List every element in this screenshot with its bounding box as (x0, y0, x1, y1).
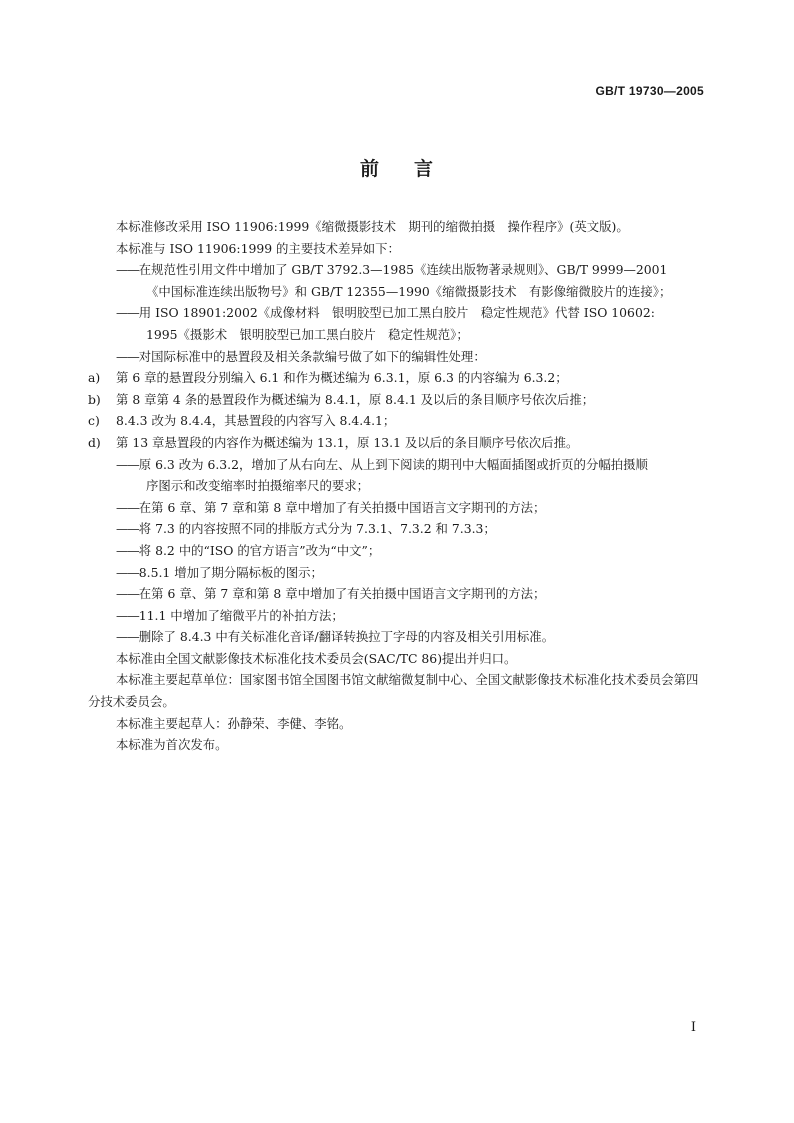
dash-item-text: 在第 6 章、第 7 章和第 8 章中增加了有关拍摄中国语言文字期刊的方法； (138, 499, 546, 515)
dash-item-73 (88, 518, 706, 540)
dash-mark: —— (116, 586, 139, 602)
dash-item-continuation: 1995《摄影术 银明胶型已加工黑白胶片 稳定性规范》； (146, 326, 469, 342)
page-title (0, 154, 794, 181)
paragraph-proposer: 本标准由全国文献影像技术标准化技术委员会(SAC/TC 86)提出并归口。 (116, 650, 517, 666)
list-text: 第 6 章的悬置段分别编入 6.1 和作为概述编为 6.3.1，原 6.3 的内容编为 6.3.2； (116, 370, 568, 386)
list-text: 第 8 章第 4 条的悬置段作为概述编为 8.4.1，原 8.4.1 及以后的条目顺序号依次后推； (116, 391, 595, 407)
list-item-d (88, 432, 706, 454)
dash-mark: —— (116, 305, 139, 321)
dash-item-text: 11.1 中增加了缩微平片的补拍方法； (138, 607, 344, 623)
dash-item-text: 将 8.2 中的“ISO 的官方语言”改为“中文”； (138, 542, 381, 558)
dash-mark: —— (116, 499, 139, 515)
title-char-1: 前 (359, 158, 380, 180)
list-item-b (88, 389, 706, 411)
list-item-c (88, 410, 706, 432)
standard-code: GB/T 19730—2005 (595, 84, 704, 98)
dash-item-111 (88, 605, 706, 627)
list-label: c) (88, 413, 100, 429)
dash-item-iso-replacement (88, 302, 706, 324)
dash-item-82 (88, 540, 706, 562)
page-number: I (690, 1020, 696, 1035)
foreword-body (88, 216, 706, 756)
dash-mark: —— (116, 629, 139, 645)
list-label: d) (88, 434, 101, 450)
dash-item-continuation: 《中国标准连续出版物号》和 GB/T 12355—1990《缩微摄影技术 有影像缩微胶片的连接》； (146, 283, 672, 299)
dash-item-chinese-method-2 (88, 583, 706, 605)
dash-item-text: 删除了 8.4.3 中有关标准化音译/翻译转换拉丁字母的内容及相关引用标准。 (138, 629, 555, 645)
dash-mark: —— (116, 456, 139, 472)
dash-item-text: 将 7.3 的内容按照不同的排版方式分为 7.3.1、7.3.2 和 7.3.3； (138, 521, 496, 537)
dash-item-continuation: 序图示和改变缩率时拍摄缩率尺的要求； (146, 478, 370, 494)
list-label: b) (88, 391, 101, 407)
list-text: 第 13 章悬置段的内容作为概述编为 13.1，原 13.1 及以后的条目顺序号依次后推。 (116, 434, 579, 450)
list-label: a) (88, 370, 101, 386)
dash-item-843-removed (88, 626, 706, 648)
title-char-2: 言 (414, 158, 435, 180)
dash-item-text: 在第 6 章、第 7 章和第 8 章中增加了有关拍摄中国语言文字期刊的方法； (138, 586, 546, 602)
dash-item-851 (88, 562, 706, 584)
dash-item-editorial (88, 346, 706, 368)
dash-mark: —— (116, 607, 139, 623)
dash-item-text: 8.5.1 增加了期分隔标板的图示； (138, 564, 323, 580)
dash-item-text: 对国际标准中的悬置段及相关条款编号做了如下的编辑性处理： (138, 348, 486, 364)
paragraph-drafting-units: 本标准主要起草单位：国家图书馆全国图书馆文献缩微复制中心、全国文献影像技术标准化技术委员会第四分技术委员会。 (88, 672, 699, 710)
paragraph-first-issue: 本标准为首次发布。 (116, 737, 228, 753)
dash-item-chinese-method-1 (88, 497, 706, 519)
list-text: 8.4.3 改为 8.4.4，其悬置段的内容写入 8.4.4.1； (116, 413, 396, 429)
list-item-a (88, 367, 706, 389)
dash-mark: —— (116, 564, 139, 580)
dash-item-text: 用 ISO 18901:2002《成像材料 银明胶型已加工黑白胶片 稳定性规范》代替 ISO 10602: (138, 305, 655, 321)
paragraph-adoption: 本标准修改采用 ISO 11906:1999《缩微摄影技术 期刊的缩微拍摄 操作程序》(英文版)。 (116, 219, 629, 234)
dash-item-normative-refs (88, 259, 706, 281)
dash-item-text: 在规范性引用文件中增加了 GB/T 3792.3—1985《连续出版物著录规则》、GB/T 9999—2001 (138, 262, 668, 278)
paragraph-drafters: 本标准主要起草人：孙静荣、李健、李铭。 (116, 715, 352, 731)
dash-mark: —— (116, 521, 139, 537)
dash-item-text: 原 6.3 改为 6.3.2，增加了从右向左、从上到下阅读的期刊中大幅面插图或折页的分幅拍摄顺 (138, 456, 648, 472)
dash-mark: —— (116, 348, 139, 364)
paragraph-differences-intro: 本标准与 ISO 11906:1999 的主要技术差异如下： (116, 240, 400, 256)
dash-item-633 (88, 454, 706, 476)
dash-mark: —— (116, 542, 139, 558)
dash-mark: —— (116, 262, 139, 278)
